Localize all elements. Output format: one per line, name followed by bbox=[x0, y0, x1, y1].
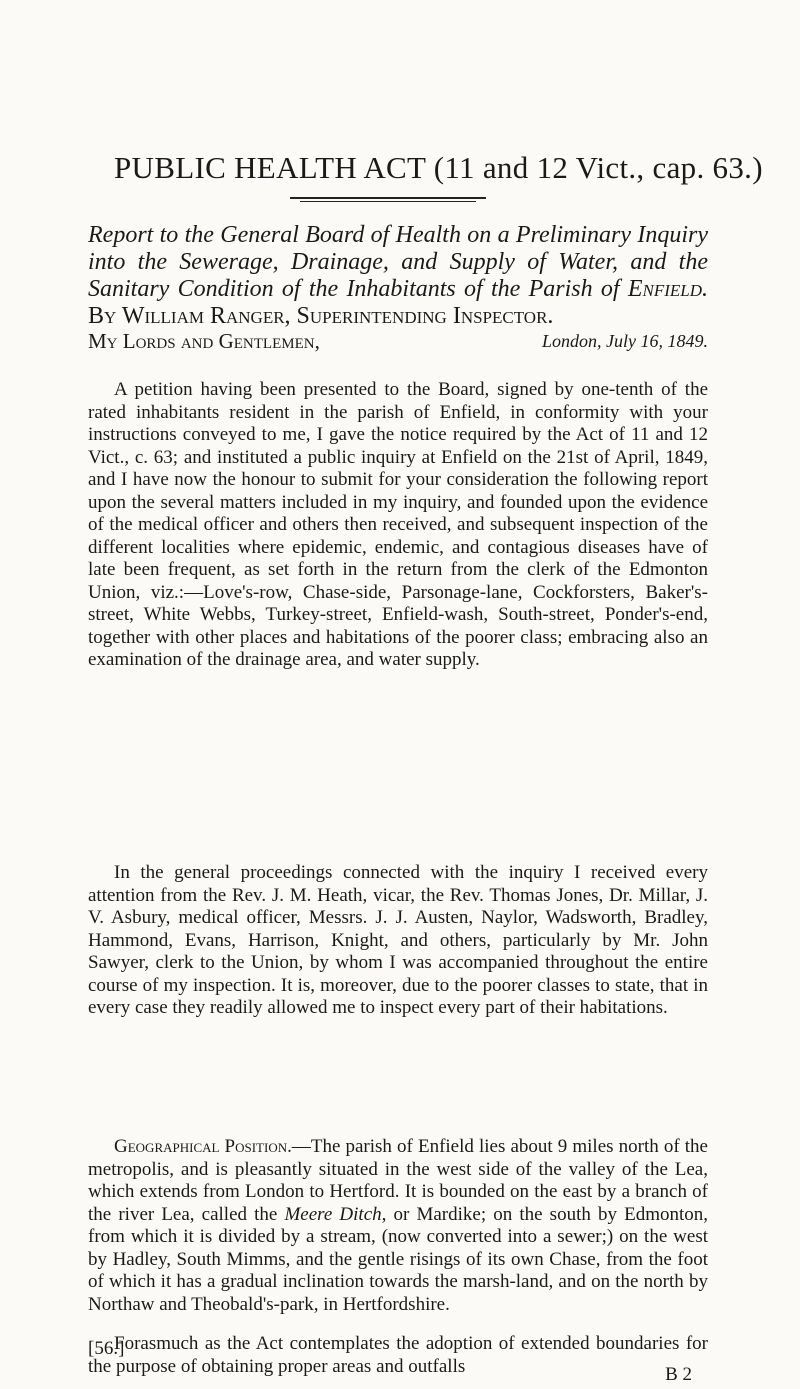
geo-meere-ditch: Meere Ditch bbox=[284, 1203, 382, 1225]
signature-mark-right: B 2 bbox=[665, 1364, 692, 1385]
running-head: PUBLIC HEALTH ACT (11 and 12 Vict., cap. 63.) bbox=[114, 150, 763, 185]
geo-text-part2: , or Mardike; on the south by Edmonton, from which it is divided by a stream, (now converted into a sewer;) on the west by Hadley, South Mimms, and the gentle risings of its own Chase, from the foot of which it has a gradual inclination towards the marsh-land, and on the north by Northaw and Theobald's-park, in Hertfordshire. bbox=[88, 1203, 709, 1315]
report-parish: Enfield. bbox=[627, 276, 709, 302]
signature-mark-left: [56.] bbox=[88, 1338, 125, 1359]
salutation: My Lords and Gentlemen, bbox=[88, 329, 320, 353]
paragraph-petition: A petition having been presented to the Board, signed by one-tenth of the rated inhabitants resident in the parish of Enfield, in conformity with your instructions conveyed to me, I gave the notice required by the Act of 11 and 12 Vict., c. 63; and instituted a public inquiry at Enfield on the 21st of April, 1849, and I have now the honour to submit for your consideration the following report upon the several matters included in my inquiry, and founded upon the evidence of the medical officer and others then received, and subsequent inspection of the different localities where epidemic, endemic, and contagious diseases have of late been frequent, as set forth in the return from the clerk of the Edmonton Union, viz.:—Love's-row, Chase-side, Parsonage-lane, Cockforsters, Baker's-street, White Webbs, Turkey-street, Enfield-wash, South-street, Ponder's-end, together with other places and habitations of the poorer class; embracing also an examination of the drainage area, and water supply. bbox=[88, 379, 708, 670]
report-title-text: Report to the General Board of Health on a Preliminary Inquiry into the Sewerage, Drainage, and Supply of Water, and the Sanitary Condition of the Inhabitants of the Parish of bbox=[88, 222, 708, 302]
paragraph-acknowledgements: In the general proceedings connected with the inquiry I received every attention from the Rev. J. M. Heath, vicar, the Rev. Thomas Jones, Dr. Millar, J. V. Asbury, medical officer, Messrs. J. J. Austen, Naylor, Wadsworth, Bradley, Hammond, Evans, Harrison, Knight, and others, particularly by Mr. John Sawyer, clerk to the Union, by whom I was accompanied throughout the entire course of my inspection. It is, moreover, due to the poorer classes to state, that in every case they readily allowed me to inspect every part of their habitations. bbox=[88, 862, 708, 1018]
report-title bbox=[88, 222, 708, 330]
section-heading-geographical-position: Geographical Position. bbox=[114, 1136, 292, 1157]
paragraph-boundaries: Forasmuch as the Act contemplates the adoption of extended boundaries for the purpose of obtaining proper areas and outfalls bbox=[88, 1333, 708, 1377]
heading-dash: — bbox=[291, 1136, 311, 1157]
title-rule bbox=[290, 197, 486, 199]
paragraph-geographical-position bbox=[88, 1136, 708, 1316]
dateline: London, July 16, 1849. bbox=[542, 331, 708, 351]
geo-text-part1: The parish of Enfield lies about 9 miles north of the metropolis, and is pleasantly situated in the west side of the valley of the Lea, which extends from London to Hertford. It is bounded on the east by a branch of the river Lea, called the bbox=[88, 1136, 708, 1225]
report-author: By William Ranger, Superintending Inspector. bbox=[88, 303, 554, 329]
title-rule-thin bbox=[300, 201, 476, 202]
